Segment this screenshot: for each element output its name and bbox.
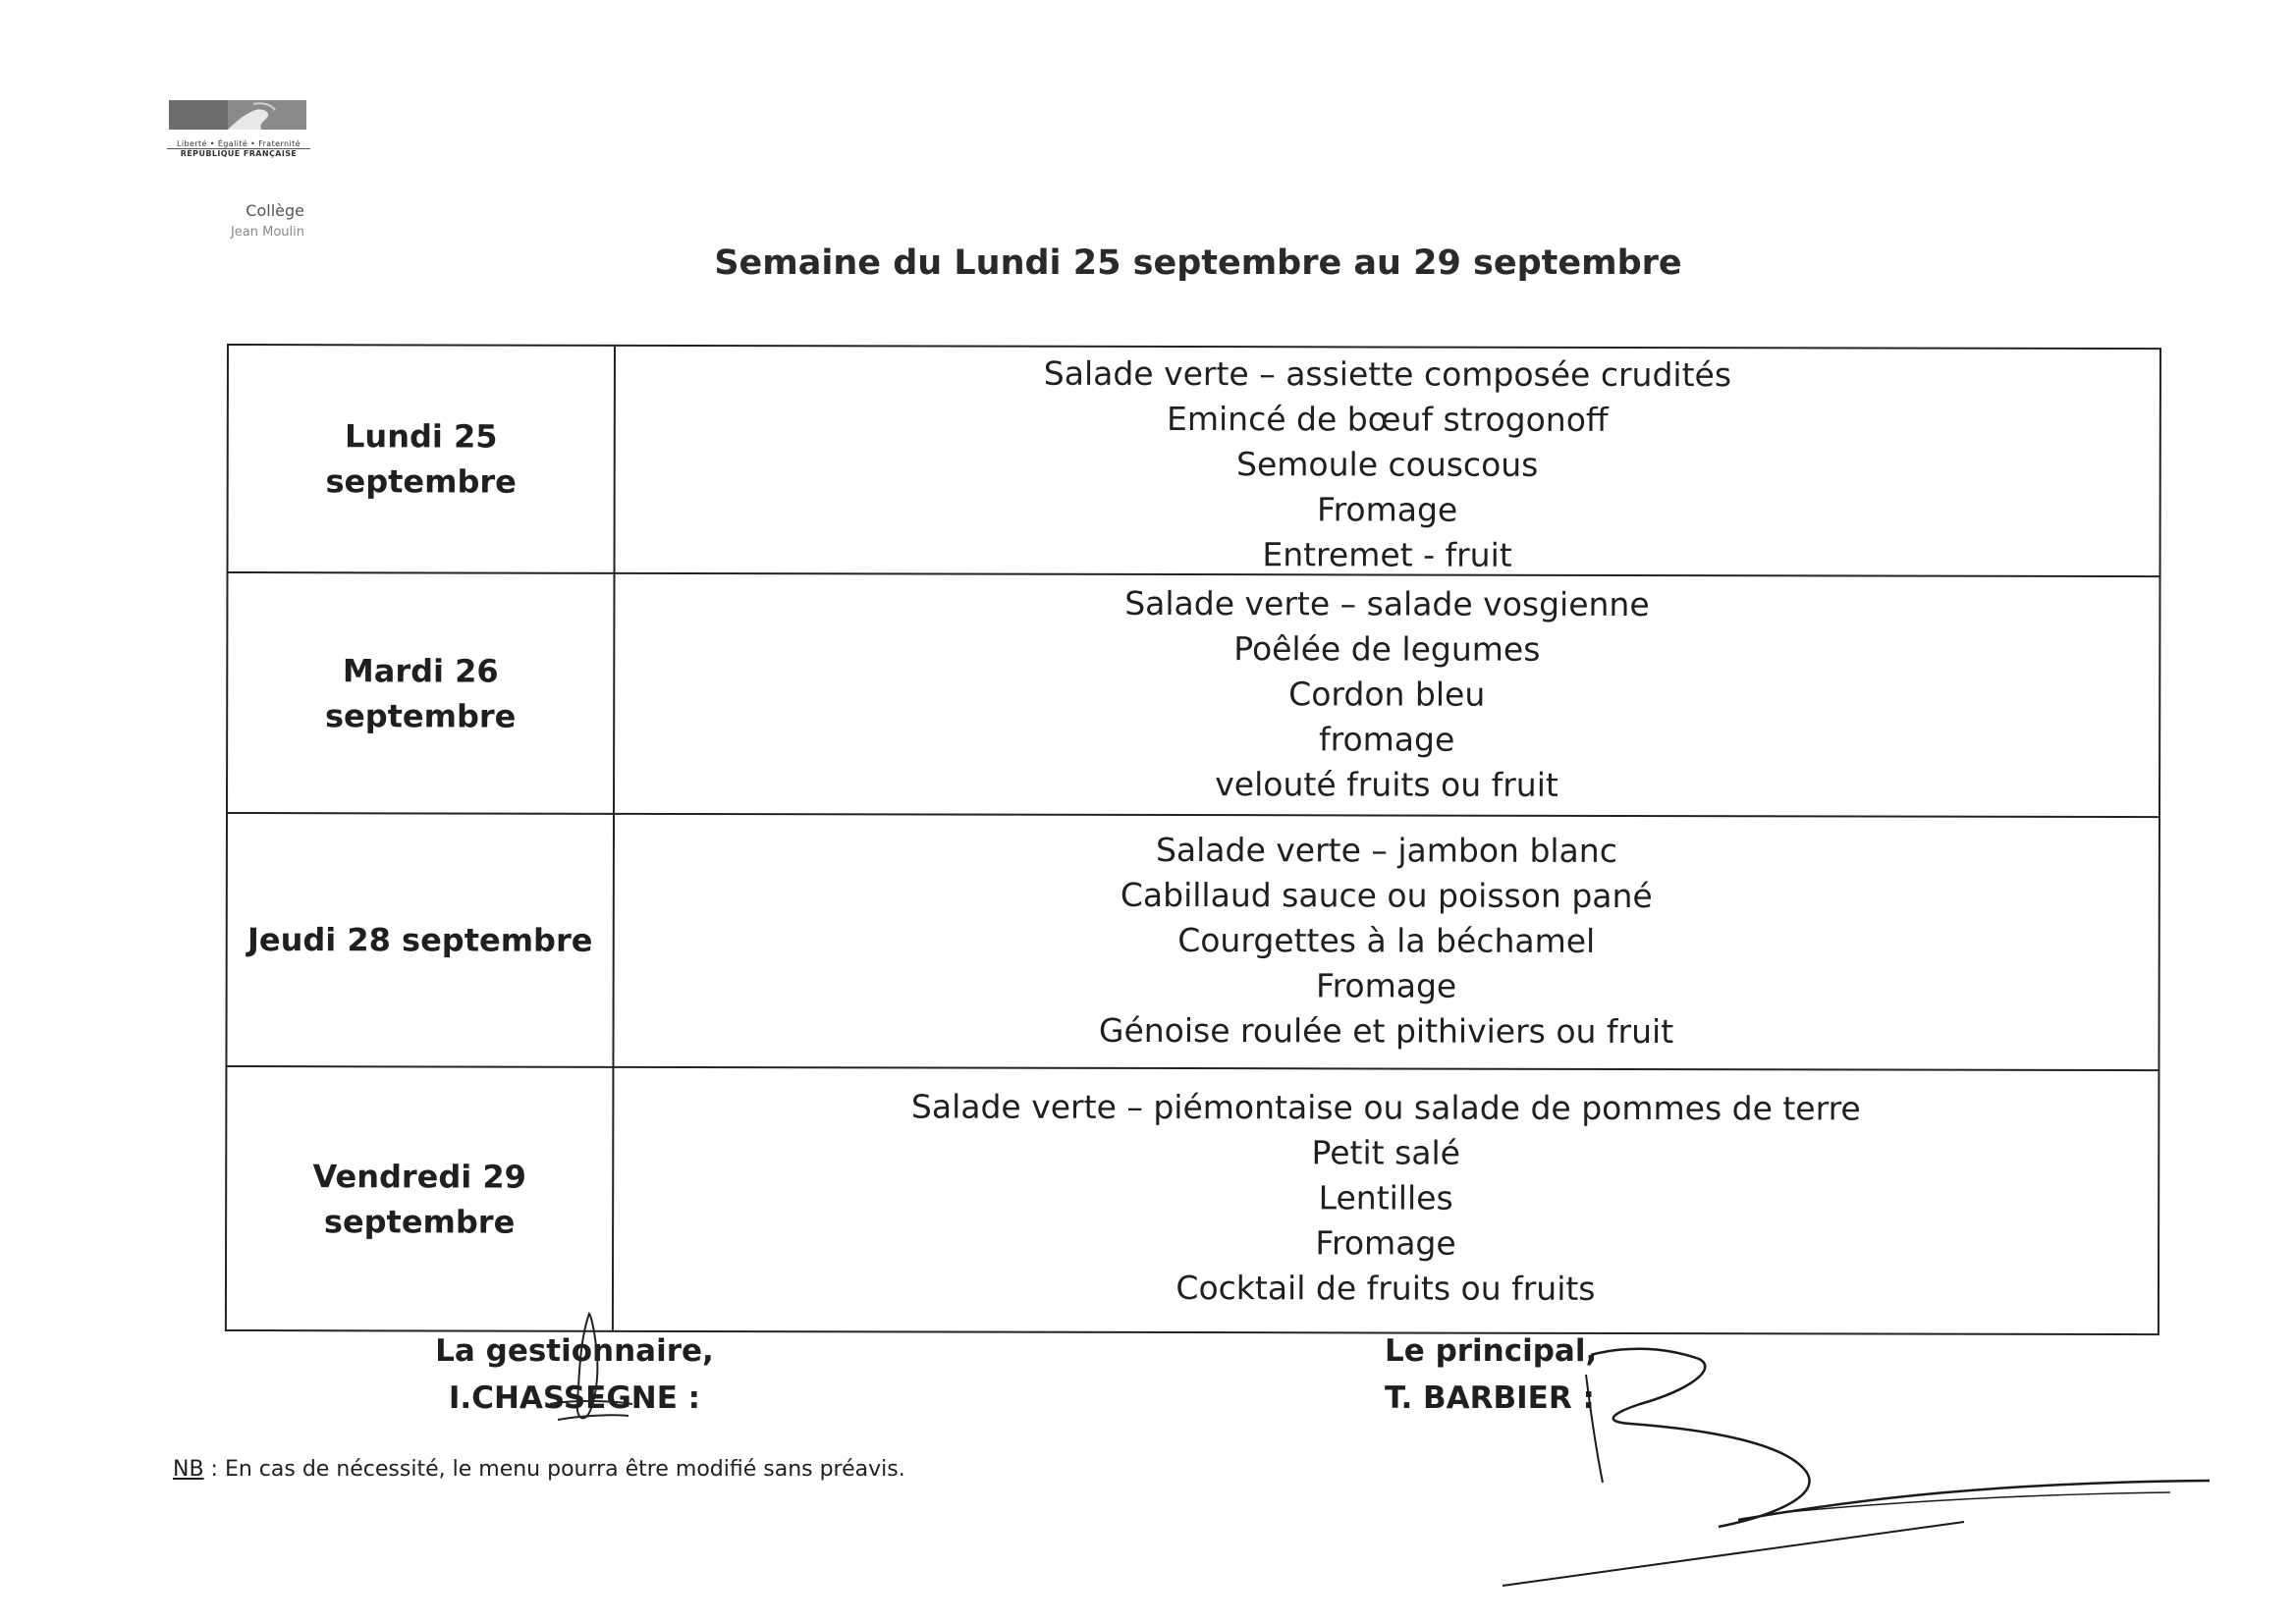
- menu-item: Salade verte – jambon blanc: [1155, 830, 1617, 870]
- menu-item: Génoise roulée et pithiviers ou fruit: [1098, 1010, 1674, 1052]
- principal-handwritten-signature: [1493, 1335, 2219, 1600]
- menu-item: Fromage: [1315, 1223, 1456, 1263]
- footnote-key: NB: [173, 1457, 204, 1482]
- day-cell-mardi: Mardi 26 septembre: [228, 573, 616, 815]
- republic-label: RÉPUBLIQUE FRANÇAISE: [180, 149, 298, 158]
- menu-item: Semoule couscous: [1236, 445, 1539, 484]
- menu-item: velouté fruits ou fruit: [1215, 765, 1558, 804]
- institution-block: [196, 200, 304, 243]
- gestionnaire-name: I.CHASSEGNE :: [448, 1380, 701, 1416]
- day-cell-vendredi: Vendredi 29 septembre: [227, 1067, 615, 1330]
- menu-item: Poêlée de legumes: [1233, 629, 1541, 669]
- principal-name: T. BARBIER :: [1385, 1380, 1595, 1416]
- logo-text: [167, 139, 310, 158]
- page-title: Semaine du Lundi 25 septembre au 29 septembre: [714, 243, 1682, 283]
- menu-item: Fromage: [1315, 966, 1457, 1005]
- motto: Liberté • Égalité • Fraternité: [167, 139, 310, 149]
- day-cell-jeudi: Jeudi 28 septembre: [227, 814, 615, 1068]
- gestionnaire-title: La gestionnaire,: [435, 1333, 714, 1369]
- menu-cell-vendredi: [614, 1068, 2159, 1333]
- menu-table: [225, 344, 2161, 1335]
- institution-label: Collège: [246, 201, 304, 220]
- menu-item: Fromage: [1316, 490, 1458, 529]
- menu-item: Petit salé: [1311, 1133, 1461, 1172]
- menu-item: Salade verte – assiette composée crudités: [1043, 353, 1732, 395]
- principal-title: Le principal,: [1385, 1333, 1598, 1369]
- menu-item: Emincé de bœuf strogonoff: [1166, 400, 1609, 439]
- menu-cell-mardi: [615, 574, 2159, 818]
- footnote: [173, 1457, 905, 1482]
- menu-item: Cordon bleu: [1288, 675, 1486, 714]
- footnote-text: : En cas de nécessité, le menu pourra être modifié sans préavis.: [203, 1457, 905, 1482]
- menu-item: Entremet - fruit: [1262, 535, 1512, 574]
- menu-item: Cocktail de fruits ou fruits: [1175, 1269, 1596, 1308]
- menu-item: Courgettes à la béchamel: [1177, 921, 1596, 960]
- menu-item: Salade verte – salade vosgienne: [1124, 583, 1650, 624]
- menu-item: fromage: [1318, 720, 1455, 759]
- menu-cell-jeudi: [614, 815, 2159, 1071]
- gestionnaire-handwritten-signature: [530, 1306, 648, 1434]
- day-cell-lundi: Lundi 25 septembre: [229, 346, 616, 574]
- menu-item: Salade verte – piémontaise ou salade de pommes de terre: [910, 1087, 1861, 1128]
- menu-item: Lentilles: [1318, 1178, 1453, 1217]
- menu-cell-lundi: [616, 347, 2159, 577]
- institution-name: Jean Moulin: [230, 225, 304, 240]
- menu-item: Cabillaud sauce ou poisson pané: [1120, 875, 1653, 916]
